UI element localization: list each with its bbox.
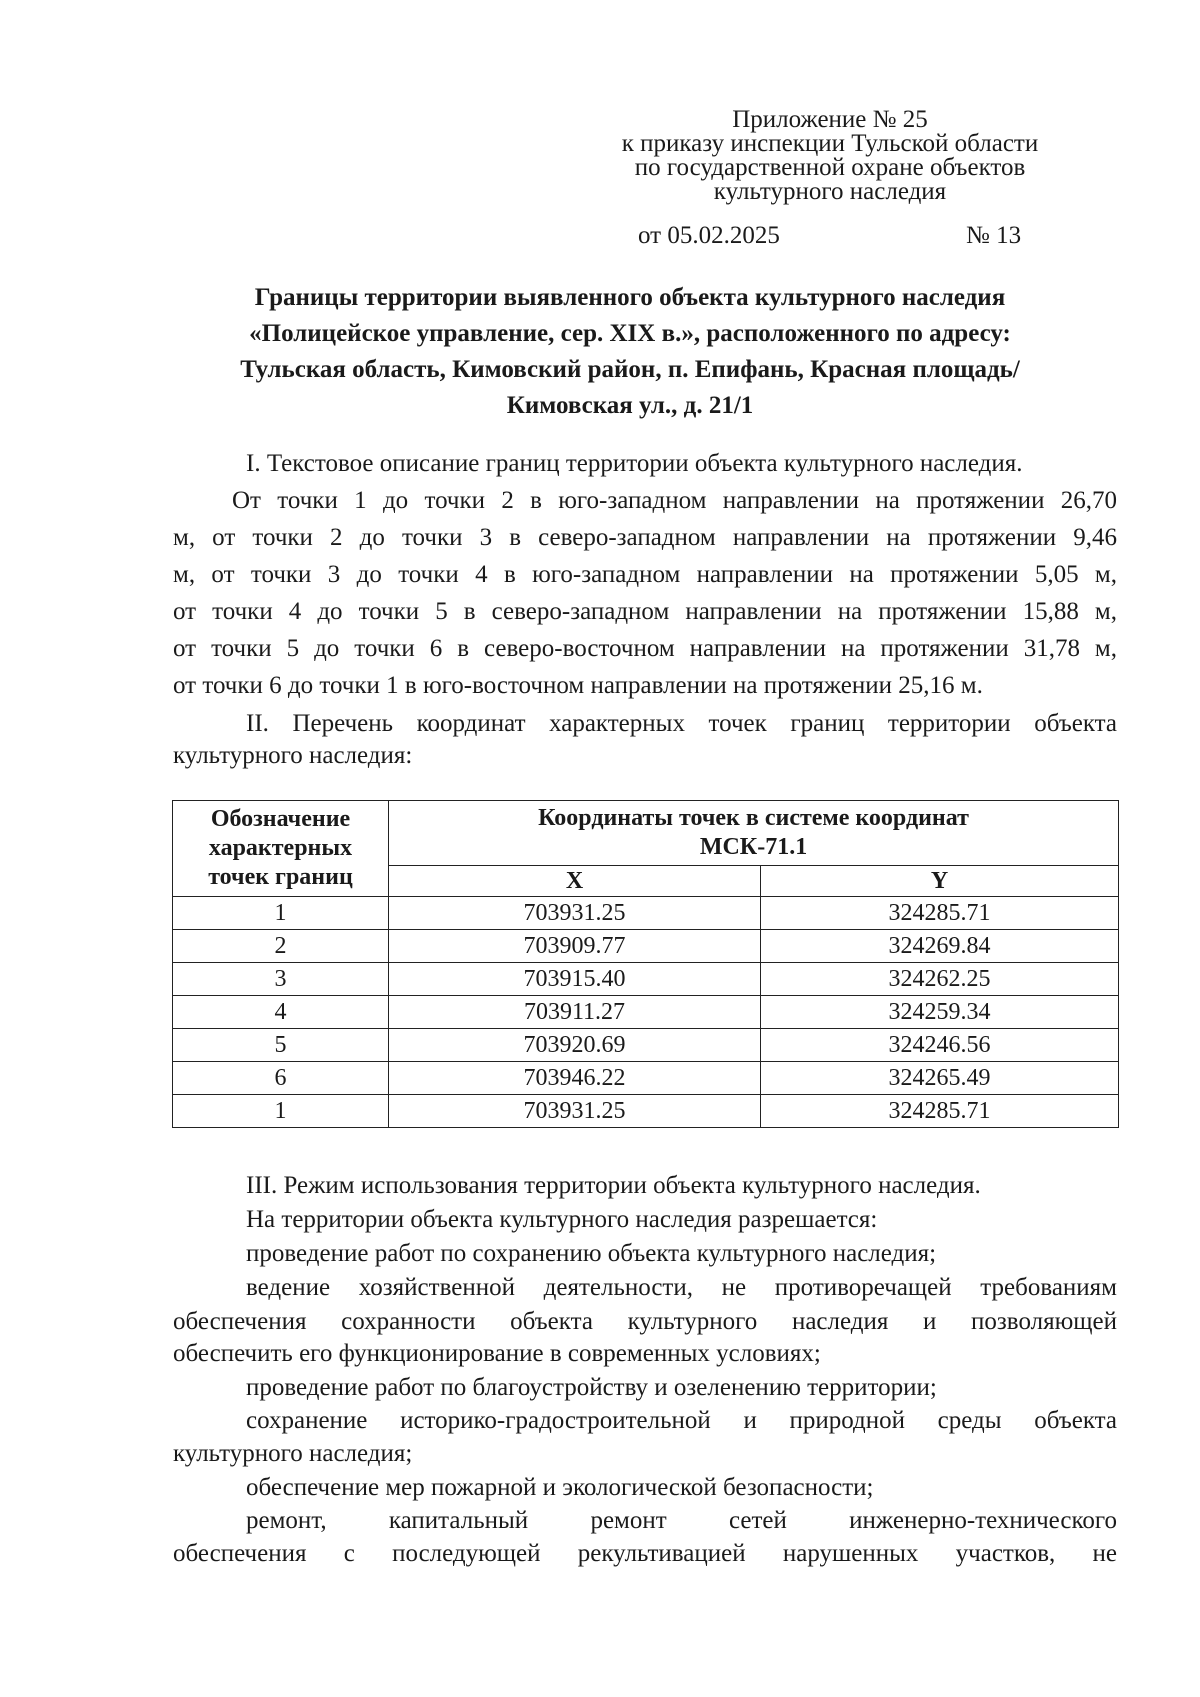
table-row xyxy=(173,996,1119,1029)
section1-heading: I. Текстовое описание границ территории объекта культурного наследия. xyxy=(246,450,1023,477)
header-x: X xyxy=(389,866,761,897)
order-date: от 05.02.2025 xyxy=(638,222,780,249)
header-point-designation xyxy=(173,801,389,897)
cell-x: 703920.69 xyxy=(389,1029,761,1062)
appendix-line: культурного наследия xyxy=(713,178,947,205)
section3-item: сохранение историко-градостроительной и природной среды объекта xyxy=(246,1407,1117,1434)
section3-item: ремонт, капитальный ремонт сетей инженерно-технического xyxy=(246,1507,1117,1534)
section3-item: проведение работ по благоустройству и озеленению территории; xyxy=(246,1374,937,1401)
table-row xyxy=(173,897,1119,930)
section2-line: культурного наследия: xyxy=(173,742,413,769)
table-row xyxy=(173,963,1119,996)
section3-heading: III. Режим использования территории объекта культурного наследия. xyxy=(246,1172,981,1199)
section3-intro: На территории объекта культурного наследия разрешается: xyxy=(246,1206,878,1233)
cell-point: 1 xyxy=(173,1095,389,1128)
table-row xyxy=(173,1062,1119,1095)
cell-x: 703946.22 xyxy=(389,1062,761,1095)
cell-x: 703931.25 xyxy=(389,1095,761,1128)
section1-line: от точки 6 до точки 1 в юго-восточном направлении на протяжении 25,16 м. xyxy=(173,672,983,699)
section2-line: II. Перечень координат характерных точек границ территории объекта xyxy=(246,710,1117,737)
cell-point: 3 xyxy=(173,963,389,996)
section1-line: от точки 5 до точки 6 в северо-восточном направлении на протяжении 31,78 м, xyxy=(173,635,1117,662)
cell-y: 324285.71 xyxy=(761,1095,1119,1128)
cell-point: 4 xyxy=(173,996,389,1029)
table-row xyxy=(173,930,1119,963)
cell-point: 6 xyxy=(173,1062,389,1095)
table-row xyxy=(173,1029,1119,1062)
header-text: характерных xyxy=(208,835,353,861)
section3-item: проведение работ по сохранению объекта культурного наследия; xyxy=(246,1240,937,1267)
cell-point: 1 xyxy=(173,897,389,930)
section3-item: обеспечение мер пожарной и экологической безопасности; xyxy=(246,1474,874,1501)
section1-line: От точки 1 до точки 2 в юго-западном направлении на протяжении 26,70 xyxy=(232,487,1117,514)
cell-x: 703909.77 xyxy=(389,930,761,963)
coordinates-table xyxy=(172,800,1119,1128)
header-text: Обозначение xyxy=(210,806,351,832)
cell-y: 324259.34 xyxy=(761,996,1119,1029)
cell-point: 2 xyxy=(173,930,389,963)
cell-point: 5 xyxy=(173,1029,389,1062)
section3-item: культурного наследия; xyxy=(173,1440,413,1467)
header-coordinates xyxy=(389,801,1119,866)
appendix-line: по государственной охране объектов xyxy=(634,154,1026,181)
appendix-header xyxy=(560,108,1100,204)
title-line: «Полицейское управление, сер. XIX в.», расположенного по адресу: xyxy=(249,320,1011,347)
section1-line: м, от точки 2 до точки 3 в северо-западном направлении на протяжении 9,46 xyxy=(173,524,1117,551)
section1-line: от точки 4 до точки 5 в северо-западном направлении на протяжении 15,88 м, xyxy=(173,598,1117,625)
header-text: Координаты точек в системе координат xyxy=(538,805,969,831)
table-header-row xyxy=(173,801,1119,866)
section3-item: обеспечения сохранности объекта культурного наследия и позволяющей xyxy=(173,1308,1117,1335)
title-line: Границы территории выявленного объекта культурного наследия xyxy=(254,284,1006,311)
table-row xyxy=(173,1095,1119,1128)
section3-item: обеспечения с последующей рекультивацией нарушенных участков, не xyxy=(173,1540,1117,1567)
cell-y: 324262.25 xyxy=(761,963,1119,996)
appendix-line: к приказу инспекции Тульской области xyxy=(621,130,1039,157)
cell-x: 703931.25 xyxy=(389,897,761,930)
header-y: Y xyxy=(761,866,1119,897)
appendix-line: Приложение № 25 xyxy=(732,106,928,133)
cell-y: 324246.56 xyxy=(761,1029,1119,1062)
cell-y: 324269.84 xyxy=(761,930,1119,963)
section3-item: ведение хозяйственной деятельности, не противоречащей требованиям xyxy=(246,1274,1117,1301)
cell-x: 703915.40 xyxy=(389,963,761,996)
title-line: Тульская область, Кимовский район, п. Епифань, Красная площадь/ xyxy=(240,356,1020,383)
section1-line: м, от точки 3 до точки 4 в юго-западном направлении на протяжении 5,05 м, xyxy=(173,561,1117,588)
cell-x: 703911.27 xyxy=(389,996,761,1029)
cell-y: 324265.49 xyxy=(761,1062,1119,1095)
order-number: № 13 xyxy=(966,222,1022,249)
title-line: Кимовская ул., д. 21/1 xyxy=(506,392,754,419)
header-text: точек границ xyxy=(208,864,353,890)
document-title xyxy=(150,280,1110,424)
cell-y: 324285.71 xyxy=(761,897,1119,930)
header-text: МСК-71.1 xyxy=(699,834,808,860)
section3-item: обеспечить его функционирование в современных условиях; xyxy=(173,1340,821,1367)
